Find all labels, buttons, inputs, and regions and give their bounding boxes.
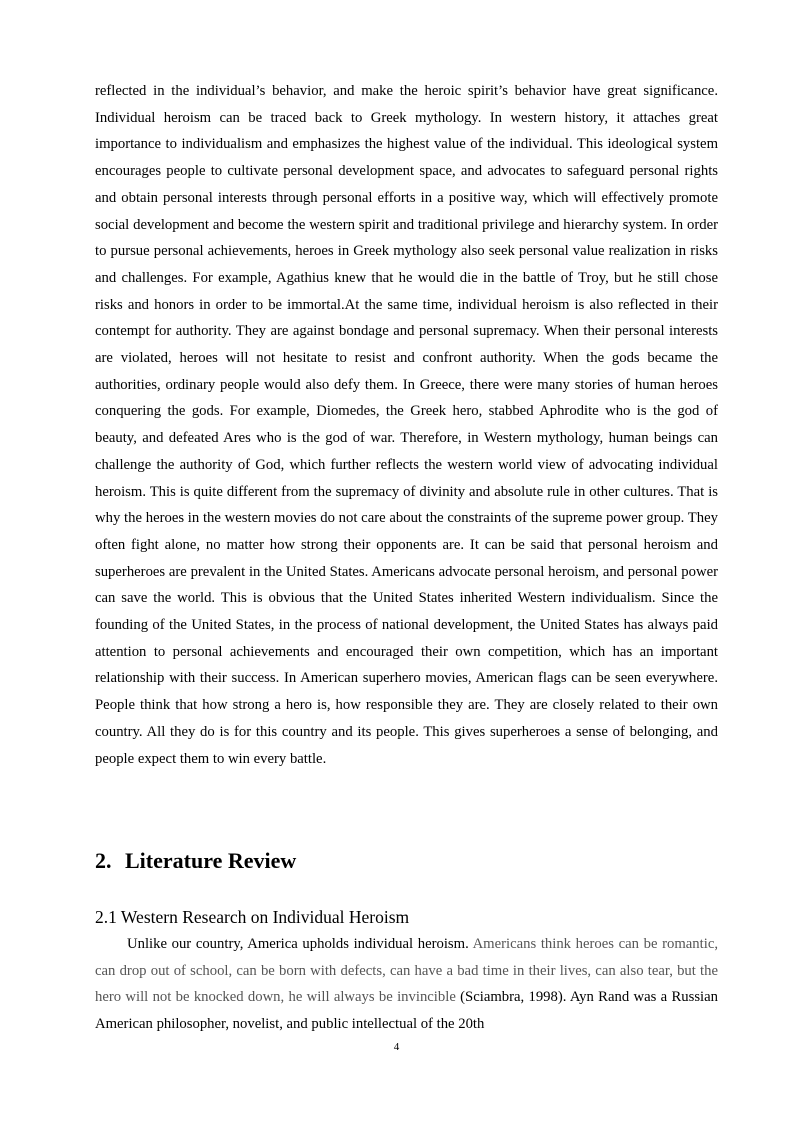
page-number: 4 [393, 1041, 400, 1053]
review-text-citation: (Sciambra, 1998). Ayn Rand was a Russian American philosopher, novelist, and public intellectual of the 20th [95, 989, 718, 1033]
body-paragraph: reflected in the individual’s behavior, and make the heroic spirit’s behavior have great significance. Individual heroism can be traced back to Greek mythology. In western history, it attaches great importance to individualism and emphasizes the highest value of the individual. This ideological system encourages people to cultivate personal development space, and advocates to safeguard personal rights and obtain personal interests through personal efforts in a positive way, which will effectively promote social development and become the western spirit and traditional privilege and hierarchy system. In order to pursue personal achievements, heroes in Greek mythology also seek personal value realization in risks and challenges. For example, Agathius knew that he would die in the battle of Troy, but he still chose risks and honors in order to be immortal.At the same time, individual heroism is also reflected in their contempt for authority. They are against bondage and personal supremacy. When their personal interests are violated, heroes will not hesitate to resist and confront authority. When the gods became the authorities, ordinary people would also defy them. In Greece, there were many stories of human heroes conquering the gods. For example, Diomedes, the Greek hero, stabbed Aphrodite who is the god of beauty, and defeated Ares who is the god of war. Therefore, in Western mythology, human beings can challenge the authority of God, which further reflects the western world view of advocating individual heroism. This is quite different from the supremacy of divinity and absolute rule in other cultures. That is why the heroes in the western movies do not care about the constraints of the supreme power group. They often fight alone, no matter how strong their opponents are. It can be said that personal heroism and superheroes are prevalent in the United States. Americans advocate personal heroism, and personal power can save the world. This is obvious that the United States inherited Western individualism. Since the founding of the United States, in the process of national development, the United States has always paid attention to personal achievements and encouraged their own competition, which has an important relationship with their success. In American superhero movies, American flags can be seen everywhere. People think that how strong a hero is, how responsible they are. They are closely related to their own country. All they do is for this country and its people. This gives superheroes a sense of belonging, and people expect them to win every battle. [95, 83, 718, 767]
review-text-intro: Unlike our country, America upholds individual heroism. [127, 936, 473, 952]
review-text-quoted: Americans think heroes can be romantic, can drop out of school, can be born with defects, can have a bad time in their lives, can also tear, but the hero will not be knocked down, he will always be invincible [95, 936, 719, 1006]
section-number: 2. [95, 848, 112, 873]
section-heading [95, 844, 296, 878]
section-title: Literature Review [125, 848, 297, 873]
subsection-heading: 2.1 Western Research on Individual Heroism [95, 907, 410, 927]
review-paragraph [95, 931, 718, 1038]
